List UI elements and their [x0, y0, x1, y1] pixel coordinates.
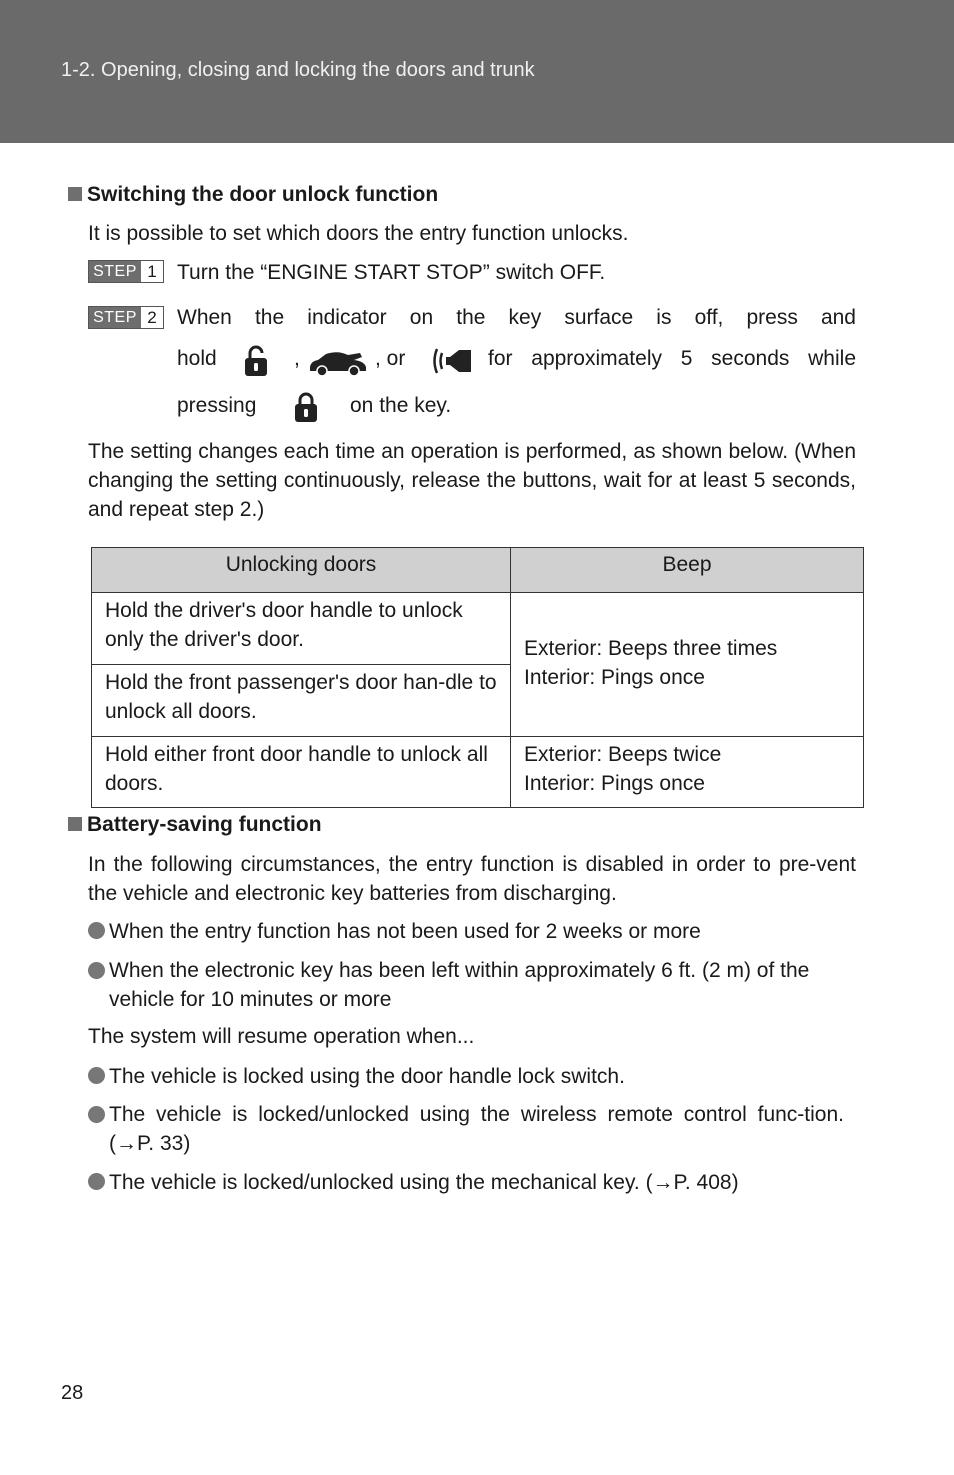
- step-2-tail: for approximately 5 seconds while: [488, 347, 856, 370]
- unlock-settings-table: [91, 547, 864, 808]
- list-item-text: When the entry function has not been used for 2 weeks or more: [109, 920, 701, 943]
- table-row: [92, 593, 864, 665]
- beep-exterior: Exterior: Beeps twice: [524, 743, 722, 766]
- section-heading-unlock-function: [68, 183, 438, 207]
- circle-bullet-icon: [88, 1106, 105, 1123]
- battery-intro: In the following circumstances, the entry function is disabled in order to pre-vent the vehicle and electronic key batteries from discharging.: [88, 853, 856, 905]
- comma: ,: [294, 347, 300, 370]
- circle-bullet-icon: [88, 922, 105, 939]
- setting-note: The setting changes each time an operation is performed, as shown below. (When changing the setting continuously, release the buttons, wait for at least 5 seconds, and repeat step 2.): [88, 440, 856, 521]
- circle-bullet-icon: [88, 962, 105, 979]
- beep-interior: Interior: Pings once: [524, 772, 705, 795]
- table-cell-unlock: Hold the driver's door handle to unlock only the driver's door.: [92, 593, 511, 665]
- beep-interior: Interior: Pings once: [524, 666, 705, 689]
- table-cell-unlock: Hold the front passenger's door han-dle to unlock all doors.: [92, 665, 511, 737]
- page-number: 28: [61, 1382, 84, 1404]
- chapter-title: 1-2. Opening, closing and locking the doors and trunk: [61, 59, 535, 81]
- list-item-text: The vehicle is locked/unlocked using the wireless remote control func-tion. (→P. 33): [109, 1103, 844, 1155]
- step-label: STEP: [89, 261, 141, 282]
- list-item-text: When the electronic key has been left within approximately 6 ft. (2 m) of the vehicle for 10 minutes or more: [109, 959, 810, 1011]
- unlock-icon: [243, 345, 269, 377]
- list-item: [88, 1100, 856, 1158]
- step-badge-2: [88, 306, 164, 329]
- section-heading-text: Battery-saving function: [87, 813, 322, 836]
- step-2-on-key: on the key.: [350, 394, 452, 417]
- step-1-text: Turn the “ENGINE START STOP” switch OFF.: [177, 261, 606, 284]
- table-row: [92, 737, 864, 808]
- step-badge-1: [88, 260, 164, 283]
- column-header-beep: Beep: [511, 548, 864, 593]
- list-item-text: The vehicle is locked using the door handle lock switch.: [109, 1065, 625, 1088]
- column-header-unlocking-doors: Unlocking doors: [92, 548, 511, 593]
- list-item: [88, 1062, 856, 1091]
- section-heading-battery-saving: [68, 813, 322, 837]
- circle-bullet-icon: [88, 1067, 105, 1084]
- trunk-icon: [308, 347, 368, 377]
- resume-text: The system will resume operation when...: [88, 1025, 475, 1048]
- table-cell-beep: [511, 737, 864, 808]
- step-2-line-1: When the indicator on the key surface is off, press and: [177, 306, 856, 329]
- step-2-pressing: pressing: [177, 394, 257, 417]
- circle-bullet-icon: [88, 1173, 105, 1190]
- square-bullet-icon: [68, 187, 82, 201]
- list-item: [88, 917, 856, 946]
- section-intro: It is possible to set which doors the entry function unlocks.: [88, 222, 629, 245]
- section-heading-text: Switching the door unlock function: [87, 183, 439, 206]
- step-number: 1: [141, 261, 163, 282]
- page-header: [0, 0, 954, 143]
- step-label: STEP: [89, 307, 141, 328]
- comma-or: , or: [375, 347, 406, 370]
- list-item-text: The vehicle is locked/unlocked using the mechanical key. (→P. 408): [109, 1171, 739, 1194]
- panic-alarm-icon: [431, 345, 473, 377]
- table-header-row: [92, 548, 864, 593]
- list-item: [88, 956, 856, 1014]
- list-item: [88, 1168, 856, 1197]
- square-bullet-icon: [68, 817, 82, 831]
- beep-exterior: Exterior: Beeps three times: [524, 637, 778, 660]
- step-number: 2: [141, 307, 163, 328]
- table-cell-beep: [511, 593, 864, 737]
- table-cell-unlock: Hold either front door handle to unlock all doors.: [92, 737, 511, 808]
- step-2-hold: hold: [177, 347, 217, 370]
- lock-icon: [293, 391, 319, 423]
